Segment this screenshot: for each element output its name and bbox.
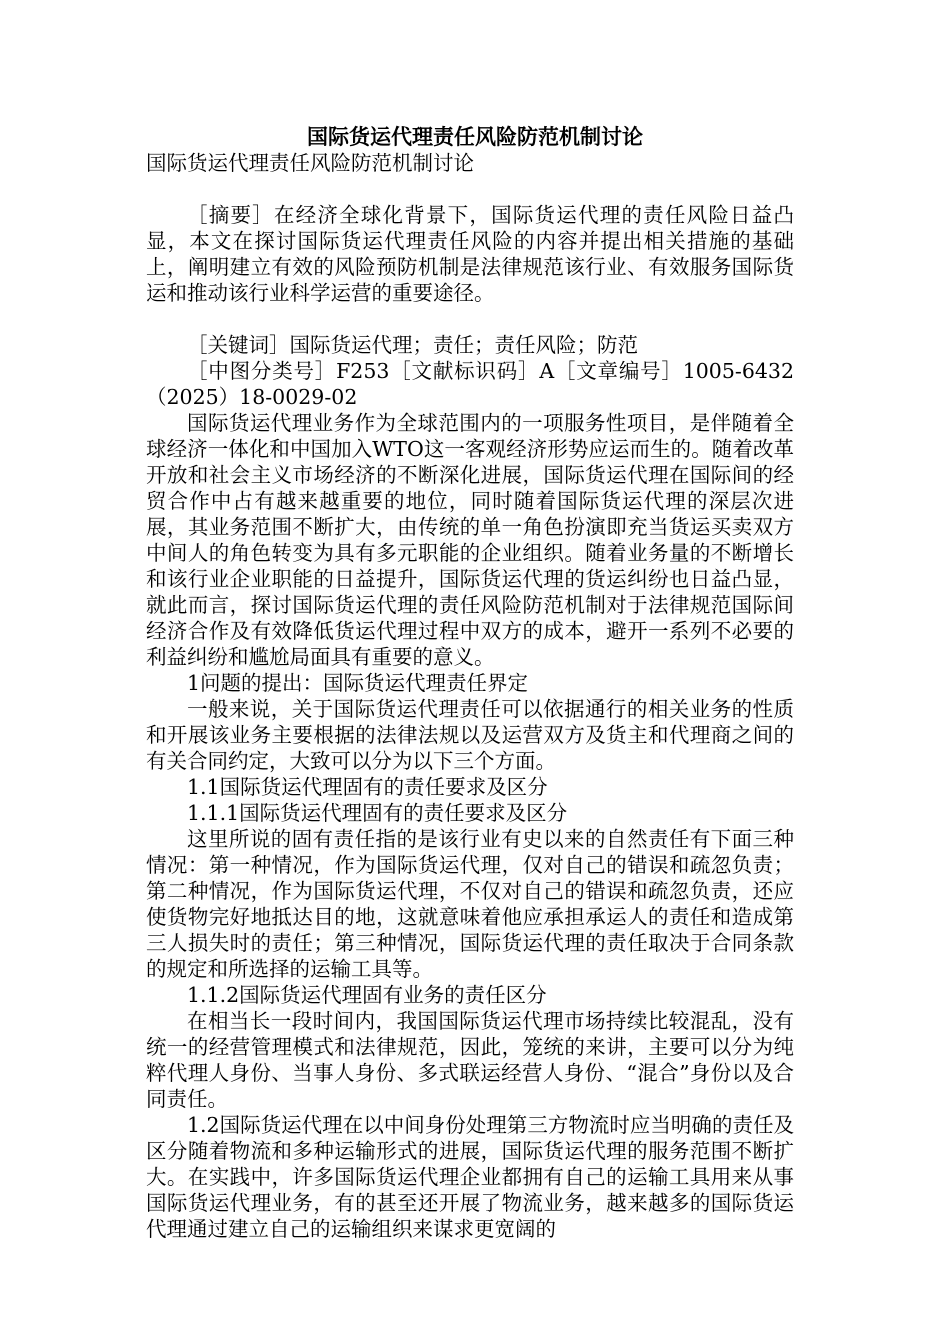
keywords-line: ［关键词］国际货运代理；责任；责任风险；防范 bbox=[187, 333, 638, 357]
classification-line: ［中图分类号］F253［文献标识码］A［文章编号］1005-6432（2025）18-0029-02 bbox=[146, 359, 794, 409]
section-heading-1: 1问题的提出：国际货运代理责任界定 bbox=[187, 671, 529, 695]
abstract-paragraph: ［摘要］在经济全球化背景下，国际货运代理的责任风险日益凸显，本文在探讨国际货运代理责任风险的内容并提出相关措施的基础上，阐明建立有效的风险预防机制是法律规范该行业、有效服务国际货运和推动该行业科学运营的重要途径。 bbox=[146, 203, 794, 305]
body-paragraph: 这里所说的固有责任指的是该行业有史以来的自然责任有下面三种情况：第一种情况，作为国际货运代理，仅对自己的错误和疏忽负责；第二种情况，作为国际货运代理，不仅对自己的错误和疏忽负责，还应使货物完好地抵达目的地，这就意味着他应承担承运人的责任和造成第三人损失时的责任；第三种情况，国际货运代理的责任取决于合同条款的规定和所选择的运输工具等。 bbox=[146, 827, 794, 981]
spacer bbox=[146, 176, 794, 202]
spacer bbox=[146, 306, 794, 332]
document-body bbox=[146, 150, 794, 1242]
section-paragraph-1-2: 1.2国际货运代理在以中间身份处理第三方物流时应当明确的责任及区分随着物流和多种运输形式的进展，国际货运代理的服务范围不断扩大。在实践中，许多国际货运代理企业都拥有自己的运输工具用来从事国际货运代理业务，有的甚至还开展了物流业务，越来越多的国际货运代理通过建立自己的运输组织来谋求更宽阔的 bbox=[146, 1113, 794, 1241]
section-heading-1-1: 1.1国际货运代理固有的责任要求及区分 bbox=[187, 775, 548, 799]
body-paragraph-intro: 国际货运代理业务作为全球范围内的一项服务性项目，是伴随着全球经济一体化和中国加入WTO这一客观经济形势应运而生的。随着改革开放和社会主义市场经济的不断深化进展，国际货运代理在国际间的经贸合作中占有越来越重要的地位，同时随着国际货运代理的深层次进展，其业务范围不断扩大，由传统的单一角色扮演即充当货运买卖双方中间人的角色转变为具有多元职能的企业组织。随着业务量的不断增长和该行业企业职能的日益提升，国际货运代理的货运纠纷也日益凸显，就此而言，探讨国际货运代理的责任风险防范机制对于法律规范国际间经济合作及有效降低货运代理过程中双方的成本，避开一系列不必要的利益纠纷和尴尬局面具有重要的意义。 bbox=[146, 411, 794, 669]
body-paragraph: 在相当长一段时间内，我国国际货运代理市场持续比较混乱，没有统一的经营管理模式和法律规范，因此，笼统的来讲，主要可以分为纯粹代理人身份、当事人身份、多式联运经营人身份、“混合”身份以及合同责任。 bbox=[146, 1009, 794, 1111]
body-paragraph: 一般来说，关于国际货运代理责任可以依据通行的相关业务的性质和开展该业务主要根据的法律法规以及运营双方及货主和代理商之间的有关合同约定，大致可以分为以下三个方面。 bbox=[146, 697, 794, 773]
section-heading-1-1-1: 1.1.1国际货运代理固有的责任要求及区分 bbox=[187, 801, 568, 825]
document-subtitle: 国际货运代理责任风险防范机制讨论 bbox=[146, 151, 474, 175]
document-title: 国际货运代理责任风险防范机制讨论 bbox=[307, 124, 643, 149]
section-heading-1-1-2: 1.1.2国际货运代理固有业务的责任区分 bbox=[187, 983, 547, 1007]
